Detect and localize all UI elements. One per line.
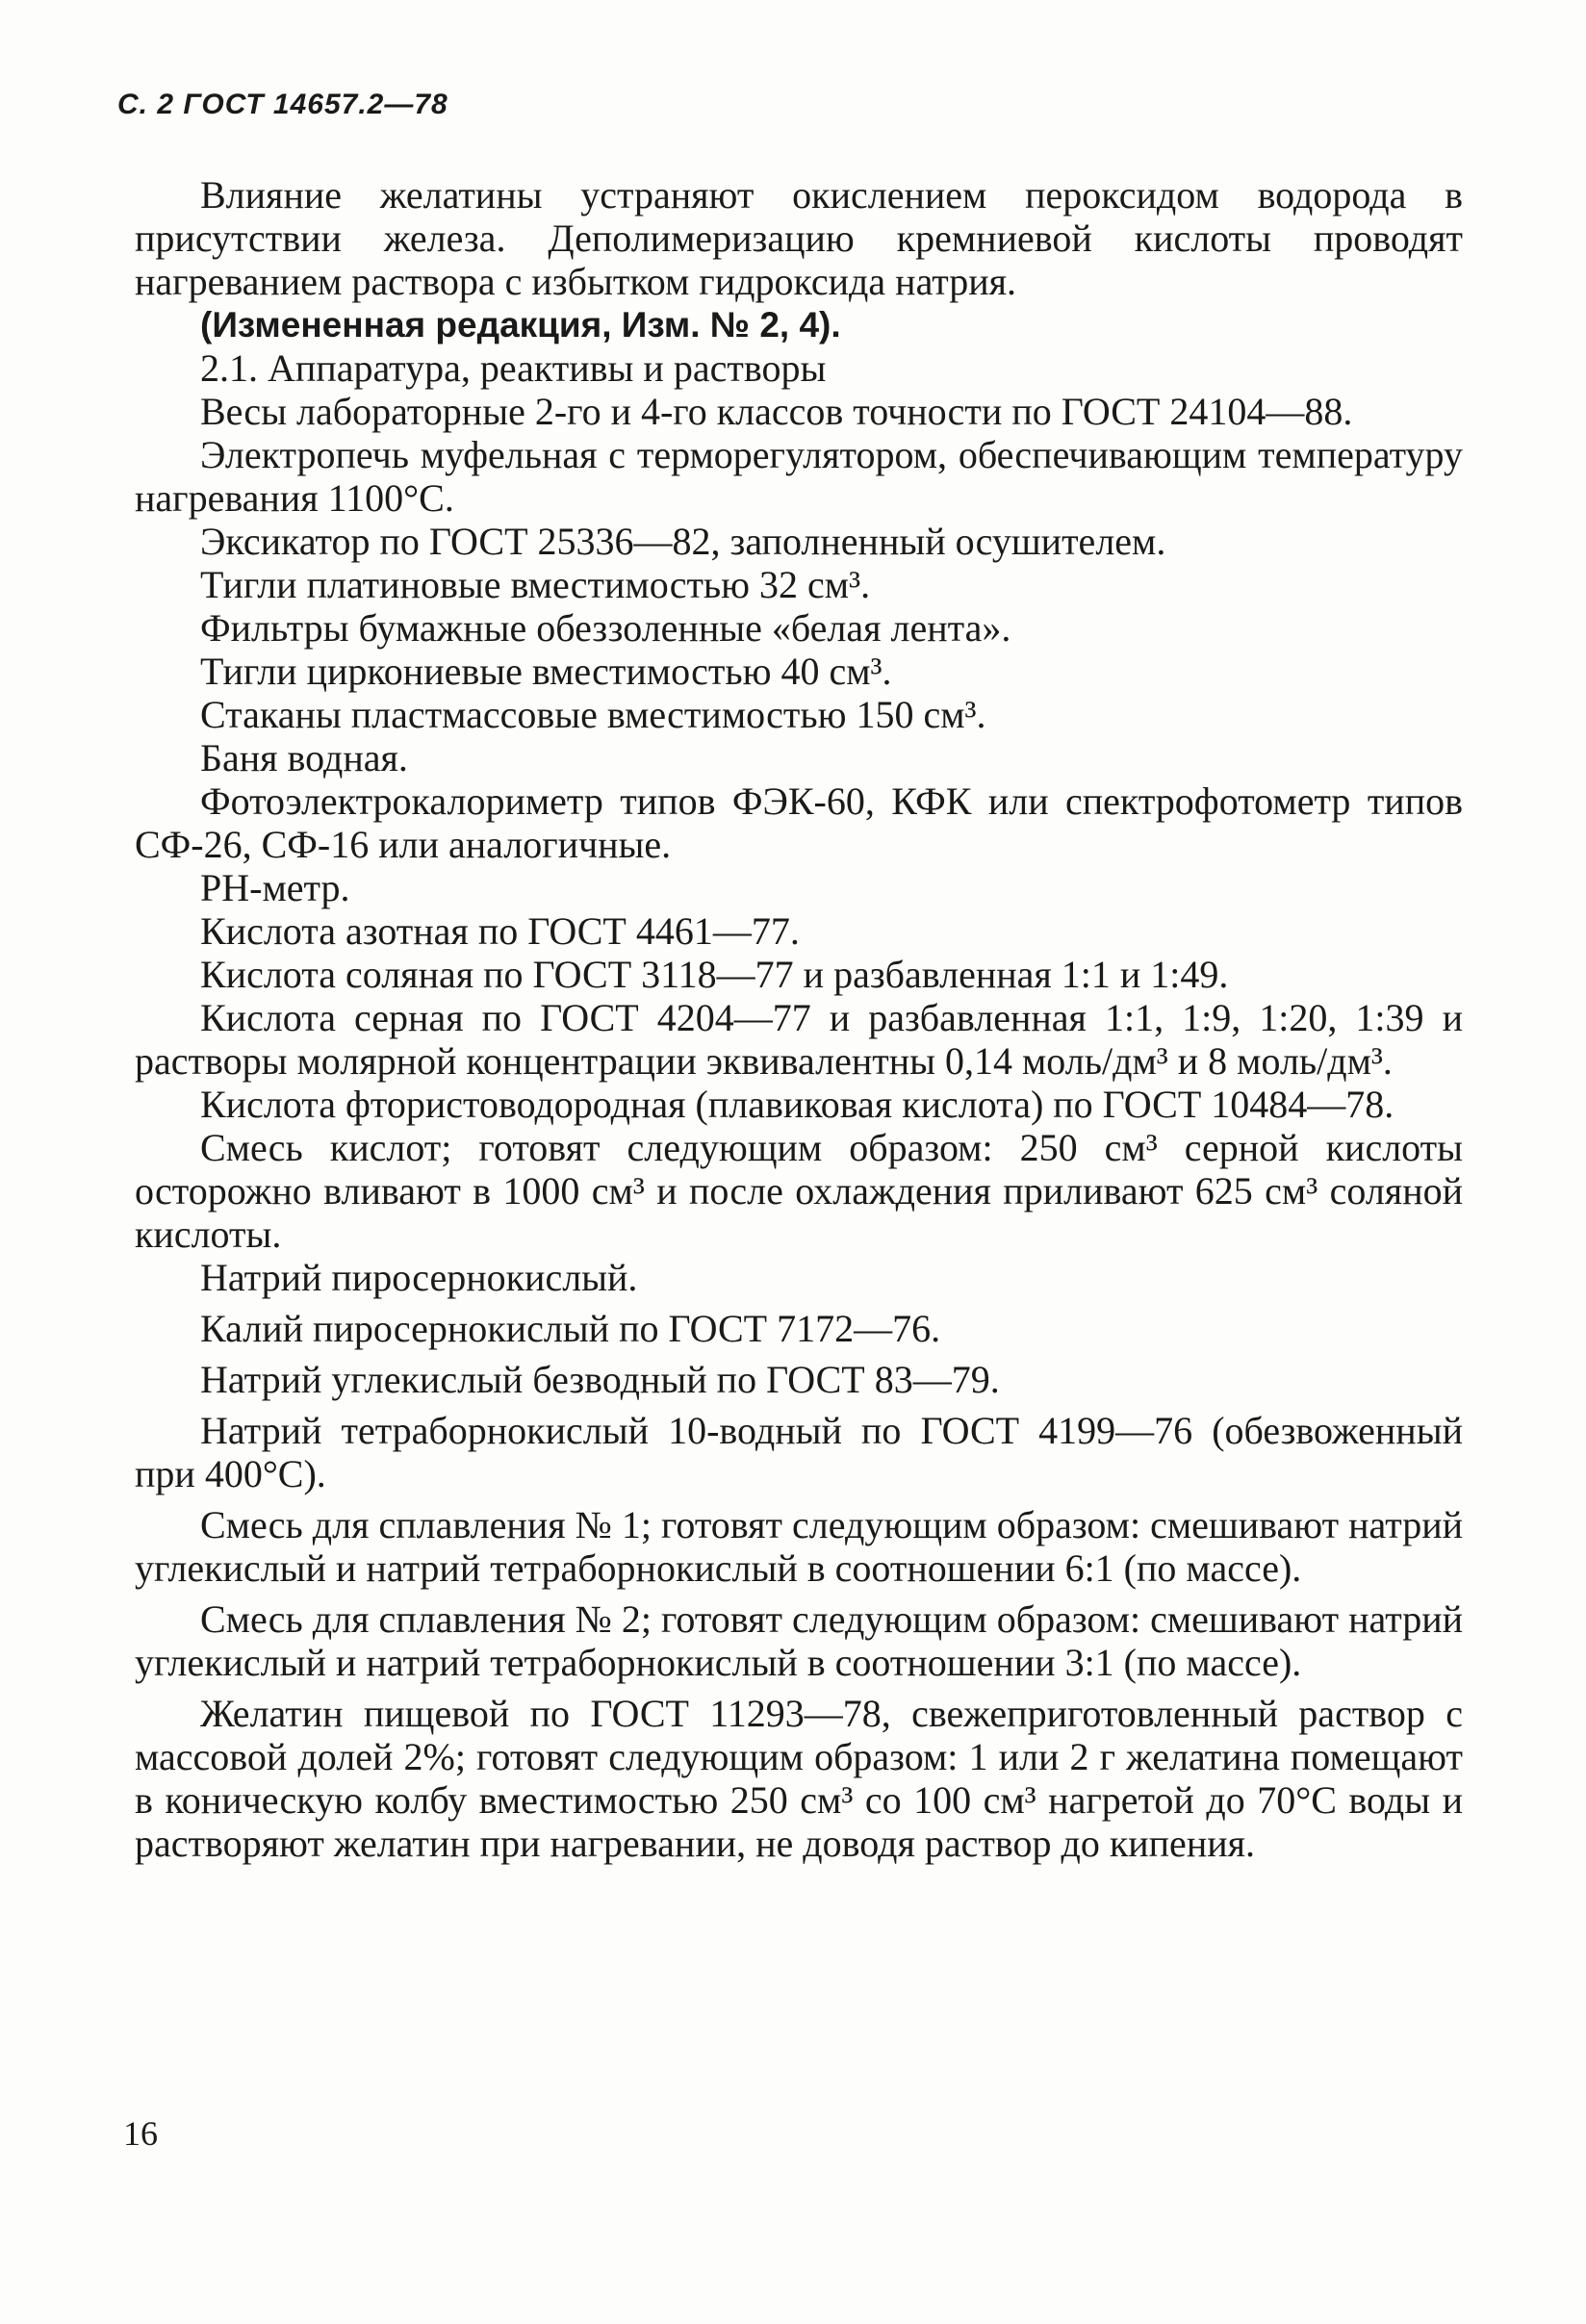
paragraph-sulfuric-acid: Кислота серная по ГОСТ 4204—77 и разбавленная 1:1, 1:9, 1:20, 1:39 и растворы молярной концентрации эквивалентны 0,14 моль/дм³ и 8 моль/дм³.	[135, 996, 1463, 1083]
paragraph-hydrochloric-acid: Кислота соляная по ГОСТ 3118—77 и разбавленная 1:1 и 1:49.	[200, 953, 1229, 996]
paragraph-fusion-mixture-2: Смесь для сплавления № 2; готовят следующим образом: смешивают натрий углекислый и натрий тетраборнокислый в соотношении 3:1 (по массе).	[135, 1597, 1463, 1684]
paragraph-muffle-furnace: Электропечь муфельная с терморегулятором, обеспечивающим температуру нагревания 1100°C.	[135, 433, 1463, 520]
document-body	[135, 173, 1463, 1865]
paragraph-gelatin-solution: Желатин пищевой по ГОСТ 11293—78, свежеприготовленный раствор с массовой долей 2%; готовят следующим образом: 1 или 2 г желатина помещают в коническую колбу вместимостью 250 см³ со 100 см³ нагретой до 70°C воды и растворяют желатин при нагревании, не доводя раствор до кипения.	[135, 1692, 1463, 1865]
paragraph-photometer: Фотоэлектрокалориметр типов ФЭК-60, КФК или спектрофотометр типов СФ-26, СФ-16 или аналогичные.	[135, 779, 1463, 866]
page-number: 16	[123, 2114, 158, 2153]
paragraph-desiccator: Эксикатор по ГОСТ 25336—82, заполненный осушителем.	[200, 520, 1166, 563]
paragraph-water-bath: Баня водная.	[200, 736, 408, 779]
paragraph-hydrofluoric-acid: Кислота фтористоводородная (плавиковая кислота) по ГОСТ 10484—78.	[200, 1083, 1394, 1126]
paragraph-potassium-pyrosulfate: Калий пиросернокислый по ГОСТ 7172—76.	[200, 1307, 941, 1350]
paragraph-fusion-mixture-1: Смесь для сплавления № 1; готовят следующим образом: смешивают натрий углекислый и натрий тетраборнокислый в соотношении 6:1 (по массе).	[135, 1503, 1463, 1590]
section-heading-apparatus: 2.1. Аппаратура, реактивы и растворы	[200, 346, 827, 390]
paragraph-zirconium-crucibles: Тигли циркониевые вместимостью 40 см³.	[200, 650, 892, 693]
paragraph-scales: Весы лабораторные 2-го и 4-го классов точности по ГОСТ 24104—88.	[200, 390, 1353, 433]
page-header: С. 2 ГОСТ 14657.2—78	[117, 89, 448, 120]
paragraph-acid-mixture: Смесь кислот; готовят следующим образом: 250 см³ серной кислоты осторожно вливают в 1000 см³ и после охлаждения приливают 625 см³ соляной кислоты.	[135, 1126, 1463, 1256]
paragraph-paper-filters: Фильтры бумажные обеззоленные «белая лента».	[200, 606, 1011, 650]
paragraph-gelatin-influence: Влияние желатины устраняют окислением пероксидом водорода в присутствии железа. Деполимеризацию кремниевой кислоты проводят нагреванием раствора с избытком гидроксида натрия.	[135, 173, 1463, 303]
paragraph-platinum-crucibles: Тигли платиновые вместимостью 32 см³.	[200, 563, 871, 606]
paragraph-ph-meter: РН-метр.	[200, 866, 350, 909]
paragraph-revision-note: (Измененная редакция, Изм. № 2, 4).	[200, 305, 841, 345]
paragraph-sodium-pyrosulfate: Натрий пиросернокислый.	[200, 1256, 638, 1299]
paragraph-sodium-carbonate: Натрий углекислый безводный по ГОСТ 83—79.	[200, 1358, 1000, 1401]
paragraph-plastic-beakers: Стаканы пластмассовые вместимостью 150 см³.	[200, 693, 986, 736]
paragraph-sodium-tetraborate: Натрий тетраборнокислый 10-водный по ГОСТ 4199—76 (обезвоженный при 400°C).	[135, 1409, 1463, 1495]
paragraph-nitric-acid: Кислота азотная по ГОСТ 4461—77.	[200, 909, 800, 953]
